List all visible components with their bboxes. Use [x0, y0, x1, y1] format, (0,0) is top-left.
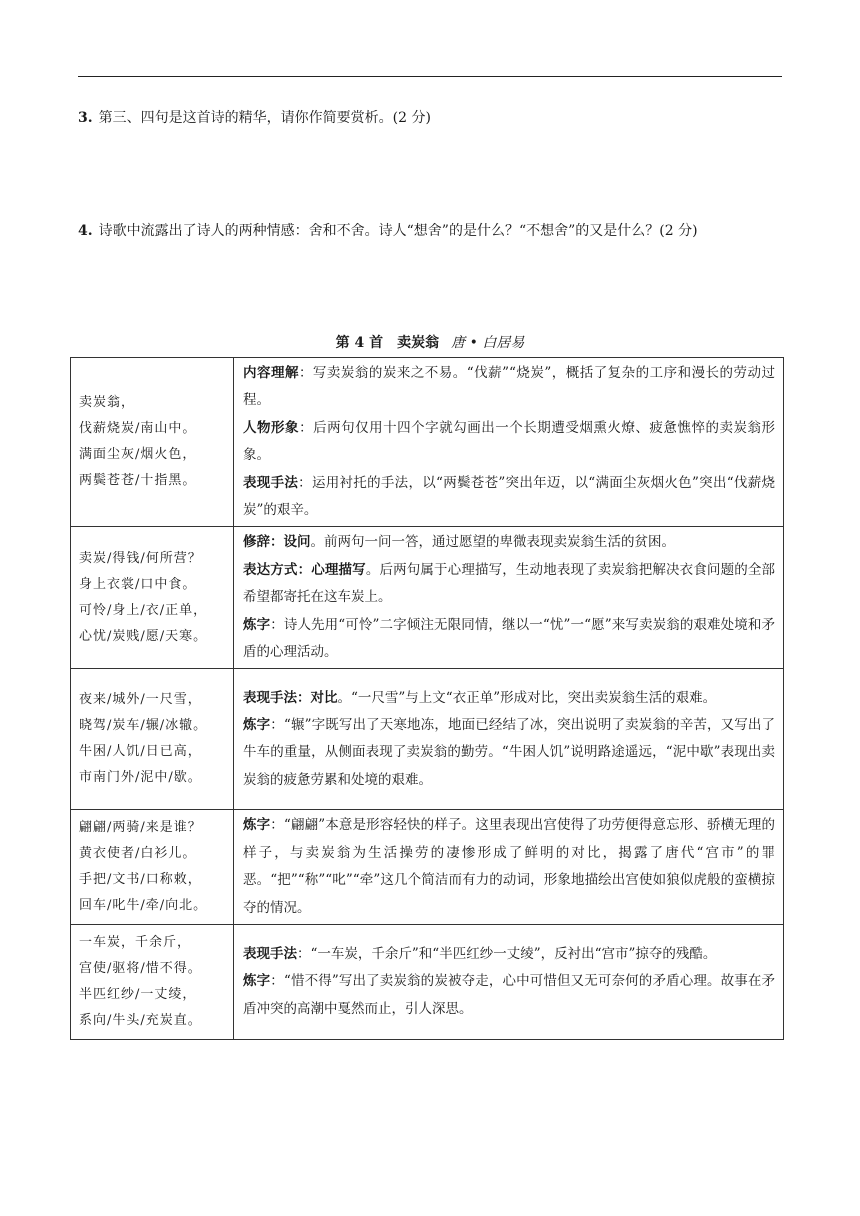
note-label: 表现手法：对比	[243, 689, 338, 706]
verse-line: 两鬓苍苍/十指黑。	[79, 473, 197, 489]
table-row	[71, 925, 784, 1040]
analysis-note	[243, 415, 775, 470]
verse-cell	[71, 925, 234, 1040]
analysis-cell	[234, 669, 784, 810]
note-text: 。后两句属于心理描写，生动地表现了卖炭翁把解决衣食问题的全部希望都寄托在这车炭上。	[243, 561, 776, 606]
verse-line: 伐薪烧炭/南山中。	[79, 421, 197, 437]
analysis-note	[243, 557, 775, 612]
verse-cell	[71, 669, 234, 810]
note-text: ：“惜不得”写出了卖炭翁的炭被夺走，心中可惜但又无可奈何的矛盾心理。故事在矛盾冲突的高潮中戛然而止，引人深思。	[243, 973, 776, 1017]
note-label: 炼字	[243, 817, 271, 834]
table-row	[71, 358, 784, 527]
verse-cell	[71, 358, 234, 527]
question-number: 3.	[78, 110, 93, 126]
analysis-note	[243, 968, 775, 1023]
poem-title: 第 4 首 卖炭翁	[335, 335, 440, 351]
verse-line: 系向/牛头/充炭直。	[79, 1013, 202, 1029]
verse-line: 卖炭翁，	[79, 395, 136, 411]
analysis-cell	[234, 358, 784, 527]
analysis-cell	[234, 527, 784, 669]
note-label: 炼字	[243, 717, 271, 734]
analysis-note	[243, 685, 775, 712]
note-text: ：运用衬托的手法，以“两鬓苍苍”突出年迈，以“满面尘灰烟火色”突出“伐薪烧炭”的艰辛。	[243, 474, 775, 519]
verse-cell	[71, 527, 234, 669]
note-label: 修辞：设问	[243, 534, 311, 551]
note-label: 表达方式：心理描写	[243, 561, 366, 578]
question-3	[78, 108, 431, 128]
table-row	[71, 669, 784, 810]
note-text: ：诗人先用“可怜”二字倾注无限同情，继以一“忧”一“愿”来写卖炭翁的艰难处境和矛盾的心理活动。	[243, 616, 775, 661]
verse-cell	[71, 810, 234, 925]
analysis-note	[243, 941, 775, 968]
note-label: 人物形象	[243, 419, 300, 436]
note-text: 。“一尺雪”与上文“衣正单”形成对比，突出卖炭翁生活的艰难。	[337, 689, 717, 706]
verse-line: 夜来/城外/一尺雪，	[79, 692, 202, 708]
analysis-note	[243, 360, 775, 415]
verse-line: 可怜/身上/衣/正单，	[79, 602, 208, 618]
table-row	[71, 527, 784, 669]
poem-analysis-table	[70, 357, 784, 1040]
question-4	[78, 221, 698, 241]
note-text: 。前两句一问一答，通过愿望的卑微表现卖炭翁生活的贫困。	[310, 534, 675, 551]
verse-line: 晓驾/炭车/辗/冰辙。	[79, 718, 208, 734]
table-row	[71, 810, 784, 925]
analysis-note	[243, 470, 775, 525]
note-label: 内容理解	[243, 365, 299, 381]
header-rule	[78, 76, 782, 77]
poem-author: 唐 • 白居易	[451, 335, 525, 351]
note-text: ：“翩翩”本意是形容轻快的样子。这里表现出宫使得了功劳便得意忘形、骄横无理的样子，与卖炭翁为生活操劳的凄惨形成了鲜明的对比，揭露了唐代“宫市”的罪恶。“把”“称”“叱”“牵”这几个简洁而有力的动词，形象地描绘出宫使如狼似虎般的蛮横掠夺的情况。	[243, 817, 776, 916]
verse-line: 宫使/驱将/惜不得。	[79, 961, 202, 977]
verse-line: 身上衣裳/口中食。	[79, 576, 197, 592]
note-label: 表现手法	[243, 945, 297, 962]
note-label: 表现手法	[243, 474, 299, 491]
note-label: 炼字	[243, 616, 271, 633]
verse-line: 翩翩/两骑/来是谁？	[79, 820, 202, 836]
verse-line: 牛困/人饥/日已高，	[79, 744, 202, 760]
note-text: ：写卖炭翁的炭来之不易。“伐薪”“烧炭”，概括了复杂的工序和漫长的劳动过程。	[243, 365, 775, 409]
analysis-note	[243, 812, 775, 922]
analysis-cell	[234, 925, 784, 1040]
verse-line: 市南门外/泥中/歇。	[79, 770, 202, 786]
note-label: 炼字	[243, 973, 271, 990]
question-text: 第三、四句是这首诗的精华，请你作简要赏析。(2 分)	[98, 110, 431, 126]
analysis-note	[243, 612, 775, 667]
analysis-note	[243, 712, 775, 794]
verse-line: 回车/叱牛/牵/向北。	[79, 898, 208, 914]
verse-line: 一车炭，千余斤，	[79, 935, 192, 951]
verse-line: 满面尘灰/烟火色，	[79, 447, 197, 463]
note-text: ：后两句仅用十四个字就勾画出一个长期遭受烟熏火燎、疲惫憔悴的卖炭翁形象。	[243, 419, 776, 464]
verse-line: 手把/文书/口称敕，	[79, 872, 202, 888]
note-text: ：“一车炭，千余斤”和“半匹红纱一丈绫”，反衬出“宫市”掠夺的残酷。	[297, 945, 717, 962]
analysis-note	[243, 529, 775, 556]
poem-heading	[0, 333, 860, 353]
analysis-cell	[234, 810, 784, 925]
verse-line: 心忧/炭贱/愿/天寒。	[79, 628, 208, 644]
question-text: 诗歌中流露出了诗人的两种情感：舍和不舍。诗人“想舍”的是什么？“不想舍”的又是什么？(2 分)	[98, 223, 698, 239]
verse-line: 卖炭/得钱/何所营？	[79, 550, 202, 566]
note-text: ：“辗”字既写出了天寒地冻，地面已经结了冰，突出说明了卖炭翁的辛苦，又写出了牛车的重量，从侧面表现了卖炭翁的勤劳。“牛困人饥”说明路途遥远，“泥中歇”表现出卖炭翁的疲惫劳累和处境的艰难。	[243, 717, 776, 788]
question-number: 4.	[78, 223, 93, 239]
verse-line: 黄衣使者/白衫儿。	[79, 846, 197, 862]
verse-line: 半匹红纱/一丈绫，	[79, 987, 197, 1003]
